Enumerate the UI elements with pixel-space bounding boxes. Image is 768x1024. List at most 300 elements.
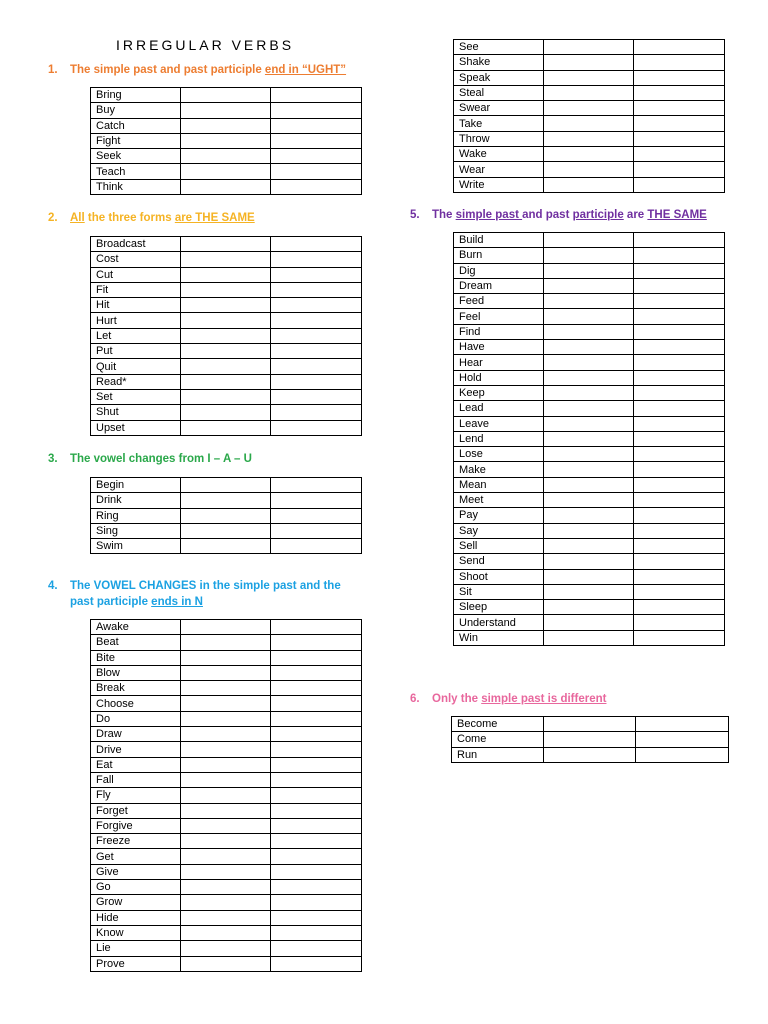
past-participle-blank <box>271 133 362 148</box>
section-2-heading <box>48 210 255 226</box>
past-participle-blank <box>271 925 362 940</box>
table-row <box>454 401 725 416</box>
simple-past-blank <box>544 370 634 385</box>
past-participle-blank <box>634 248 725 263</box>
simple-past-blank <box>544 523 634 538</box>
past-participle-blank <box>634 538 725 553</box>
section-3-heading <box>48 451 252 467</box>
simple-past-blank <box>544 55 634 70</box>
table-row <box>454 538 725 553</box>
past-participle-blank <box>634 177 725 192</box>
table-row <box>91 834 362 849</box>
table-row <box>91 359 362 374</box>
verb-base-form: Pay <box>454 508 544 523</box>
verb-table-3 <box>90 477 362 554</box>
simple-past-blank <box>544 477 634 492</box>
verb-base-form: Come <box>452 732 544 747</box>
heading-text: and past <box>522 209 573 221</box>
past-participle-blank <box>634 101 725 116</box>
simple-past-blank <box>181 818 271 833</box>
past-participle-blank <box>271 818 362 833</box>
simple-past-blank <box>544 147 634 162</box>
simple-past-blank <box>181 252 271 267</box>
heading-text: past participle <box>70 596 152 608</box>
past-participle-blank <box>634 40 725 55</box>
verb-base-form: Awake <box>91 620 181 635</box>
heading-underlined-text: simple past <box>455 209 523 221</box>
table-row <box>454 493 725 508</box>
table-row <box>91 237 362 252</box>
table-row <box>91 772 362 787</box>
past-participle-blank <box>634 233 725 248</box>
simple-past-blank <box>181 118 271 133</box>
past-participle-blank <box>271 149 362 164</box>
verb-base-form: Dig <box>454 263 544 278</box>
simple-past-blank <box>181 665 271 680</box>
heading-text: are <box>623 209 648 221</box>
verb-base-form: Draw <box>91 727 181 742</box>
table-row <box>91 478 362 493</box>
table-row <box>91 818 362 833</box>
verb-base-form: Break <box>91 681 181 696</box>
past-participle-blank <box>636 747 729 762</box>
heading-underlined-text: end in “UGHT” <box>264 64 347 76</box>
table-row <box>454 630 725 645</box>
table-row <box>454 508 725 523</box>
table-row <box>91 681 362 696</box>
simple-past-blank <box>544 70 634 85</box>
table-row <box>454 462 725 477</box>
verb-base-form: Feel <box>454 309 544 324</box>
heading-underlined-text: simple past is different <box>481 693 607 705</box>
past-participle-blank <box>634 355 725 370</box>
table-row <box>454 278 725 293</box>
past-participle-blank <box>271 374 362 389</box>
table-row <box>91 910 362 925</box>
past-participle-blank <box>271 523 362 538</box>
simple-past-blank <box>181 493 271 508</box>
past-participle-blank <box>271 849 362 864</box>
simple-past-blank <box>181 508 271 523</box>
table-row <box>91 788 362 803</box>
table-row <box>454 324 725 339</box>
verb-base-form: Get <box>91 849 181 864</box>
past-participle-blank <box>271 164 362 179</box>
past-participle-blank <box>271 282 362 297</box>
past-participle-blank <box>634 70 725 85</box>
past-participle-blank <box>271 103 362 118</box>
verb-base-form: Speak <box>454 70 544 85</box>
table-row <box>91 742 362 757</box>
past-participle-blank <box>271 478 362 493</box>
past-participle-blank <box>271 118 362 133</box>
past-participle-blank <box>634 55 725 70</box>
past-participle-blank <box>271 635 362 650</box>
simple-past-blank <box>544 717 636 732</box>
table-row <box>454 294 725 309</box>
past-participle-blank <box>271 727 362 742</box>
table-row <box>454 615 725 630</box>
section-4-heading <box>48 578 378 610</box>
past-participle-blank <box>271 834 362 849</box>
verb-table-2 <box>90 236 362 436</box>
simple-past-blank <box>181 635 271 650</box>
simple-past-blank <box>544 630 634 645</box>
table-row <box>454 55 725 70</box>
verb-base-form: Set <box>91 389 181 404</box>
verb-base-form: Sing <box>91 523 181 538</box>
simple-past-blank <box>544 278 634 293</box>
table-row <box>454 248 725 263</box>
past-participle-blank <box>271 389 362 404</box>
verb-base-form: Know <box>91 925 181 940</box>
section-number: 5. <box>410 209 420 221</box>
verb-base-form: Hide <box>91 910 181 925</box>
simple-past-blank <box>544 554 634 569</box>
simple-past-blank <box>181 880 271 895</box>
table-row <box>454 523 725 538</box>
past-participle-blank <box>634 340 725 355</box>
simple-past-blank <box>181 620 271 635</box>
table-row <box>91 149 362 164</box>
verb-base-form: Bite <box>91 650 181 665</box>
simple-past-blank <box>181 727 271 742</box>
table-row <box>91 956 362 971</box>
table-row <box>454 370 725 385</box>
simple-past-blank <box>544 385 634 400</box>
verb-base-form: Hit <box>91 298 181 313</box>
verb-base-form: Steal <box>454 85 544 100</box>
simple-past-blank <box>544 447 634 462</box>
verb-base-form: Broadcast <box>91 237 181 252</box>
verb-base-form: Give <box>91 864 181 879</box>
verb-base-form: Choose <box>91 696 181 711</box>
past-participle-blank <box>634 462 725 477</box>
simple-past-blank <box>181 344 271 359</box>
table-row <box>91 925 362 940</box>
table-row <box>91 523 362 538</box>
heading-text: Only the <box>432 693 482 705</box>
verb-base-form: Cut <box>91 267 181 282</box>
verb-base-form: Take <box>454 116 544 131</box>
table-row <box>454 263 725 278</box>
verb-base-form: Ring <box>91 508 181 523</box>
table-row <box>454 600 725 615</box>
table-row <box>91 88 362 103</box>
simple-past-blank <box>544 600 634 615</box>
verb-base-form: Fly <box>91 788 181 803</box>
simple-past-blank <box>181 478 271 493</box>
table-row <box>454 554 725 569</box>
verb-base-form: Meet <box>454 493 544 508</box>
verb-base-form: Do <box>91 711 181 726</box>
past-participle-blank <box>271 742 362 757</box>
verb-base-form: Drive <box>91 742 181 757</box>
section-6-heading <box>410 691 606 707</box>
table-row <box>91 118 362 133</box>
heading-underlined-text: THE SAME <box>647 209 707 221</box>
past-participle-blank <box>634 294 725 309</box>
table-row <box>454 584 725 599</box>
simple-past-blank <box>181 267 271 282</box>
past-participle-blank <box>634 385 725 400</box>
heading-text: the three forms <box>84 212 175 224</box>
table-row <box>91 895 362 910</box>
verb-base-form: Write <box>454 177 544 192</box>
table-row <box>454 70 725 85</box>
past-participle-blank <box>271 696 362 711</box>
simple-past-blank <box>181 803 271 818</box>
table-row <box>454 477 725 492</box>
verb-base-form: Swim <box>91 539 181 554</box>
simple-past-blank <box>181 420 271 435</box>
verb-base-form: Drink <box>91 493 181 508</box>
section-number: 3. <box>48 453 58 465</box>
table-row <box>454 569 725 584</box>
simple-past-blank <box>181 133 271 148</box>
verb-base-form: Fight <box>91 133 181 148</box>
table-row <box>454 177 725 192</box>
past-participle-blank <box>634 477 725 492</box>
verb-base-form: Wake <box>454 147 544 162</box>
simple-past-blank <box>181 788 271 803</box>
past-participle-blank <box>271 405 362 420</box>
verb-base-form: Build <box>454 233 544 248</box>
verb-base-form: Let <box>91 328 181 343</box>
simple-past-blank <box>181 834 271 849</box>
simple-past-blank <box>181 88 271 103</box>
simple-past-blank <box>544 493 634 508</box>
past-participle-blank <box>634 554 725 569</box>
past-participle-blank <box>271 420 362 435</box>
verb-base-form: Prove <box>91 956 181 971</box>
past-participle-blank <box>634 263 725 278</box>
simple-past-blank <box>544 508 634 523</box>
past-participle-blank <box>271 267 362 282</box>
simple-past-blank <box>544 233 634 248</box>
simple-past-blank <box>181 941 271 956</box>
verb-base-form: Sleep <box>454 600 544 615</box>
past-participle-blank <box>271 237 362 252</box>
verb-base-form: Fit <box>91 282 181 297</box>
table-row <box>91 711 362 726</box>
verb-base-form: Blow <box>91 665 181 680</box>
verb-base-form: Lose <box>454 447 544 462</box>
table-row <box>91 880 362 895</box>
past-participle-blank <box>271 313 362 328</box>
table-row <box>454 116 725 131</box>
past-participle-blank <box>634 600 725 615</box>
table-row <box>91 282 362 297</box>
verb-base-form: Teach <box>91 164 181 179</box>
heading-underlined-text: ends in N <box>151 596 203 608</box>
past-participle-blank <box>271 910 362 925</box>
table-row <box>91 849 362 864</box>
table-row <box>454 385 725 400</box>
simple-past-blank <box>544 162 634 177</box>
page-title: IRREGULAR VERBS <box>116 37 295 53</box>
verb-base-form: Shoot <box>454 569 544 584</box>
verb-base-form: Shut <box>91 405 181 420</box>
heading-underlined-text: All <box>70 212 85 224</box>
simple-past-blank <box>544 40 634 55</box>
verb-base-form: Beat <box>91 635 181 650</box>
simple-past-blank <box>544 355 634 370</box>
past-participle-blank <box>271 179 362 194</box>
table-row <box>91 164 362 179</box>
past-participle-blank <box>634 569 725 584</box>
verb-base-form: Catch <box>91 118 181 133</box>
verb-base-form: Lead <box>454 401 544 416</box>
table-row <box>91 179 362 194</box>
table-row <box>452 717 729 732</box>
past-participle-blank <box>271 650 362 665</box>
past-participle-blank <box>271 539 362 554</box>
verb-base-form: Say <box>454 523 544 538</box>
simple-past-blank <box>544 401 634 416</box>
simple-past-blank <box>181 298 271 313</box>
simple-past-blank <box>181 103 271 118</box>
simple-past-blank <box>181 711 271 726</box>
simple-past-blank <box>181 956 271 971</box>
table-row <box>454 340 725 355</box>
past-participle-blank <box>271 956 362 971</box>
past-participle-blank <box>271 681 362 696</box>
simple-past-blank <box>181 696 271 711</box>
past-participle-blank <box>634 508 725 523</box>
table-row <box>91 298 362 313</box>
table-row <box>91 539 362 554</box>
past-participle-blank <box>634 278 725 293</box>
verb-base-form: Go <box>91 880 181 895</box>
past-participle-blank <box>271 880 362 895</box>
table-row <box>91 696 362 711</box>
table-row <box>91 941 362 956</box>
past-participle-blank <box>634 324 725 339</box>
verb-base-form: Think <box>91 179 181 194</box>
table-row <box>91 133 362 148</box>
verb-base-form: Forgive <box>91 818 181 833</box>
past-participle-blank <box>634 416 725 431</box>
simple-past-blank <box>181 742 271 757</box>
simple-past-blank <box>544 538 634 553</box>
simple-past-blank <box>544 248 634 263</box>
verb-base-form: Dream <box>454 278 544 293</box>
table-row <box>91 389 362 404</box>
past-participle-blank <box>634 85 725 100</box>
simple-past-blank <box>181 849 271 864</box>
past-participle-blank <box>271 620 362 635</box>
simple-past-blank <box>181 389 271 404</box>
simple-past-blank <box>181 359 271 374</box>
past-participle-blank <box>634 523 725 538</box>
past-participle-blank <box>271 508 362 523</box>
past-participle-blank <box>271 88 362 103</box>
past-participle-blank <box>271 493 362 508</box>
past-participle-blank <box>271 328 362 343</box>
simple-past-blank <box>181 523 271 538</box>
simple-past-blank <box>181 772 271 787</box>
table-row <box>91 103 362 118</box>
simple-past-blank <box>181 282 271 297</box>
heading-text: The vowel changes from I – A – U <box>70 453 252 465</box>
verb-base-form: Lend <box>454 431 544 446</box>
section-5-heading <box>410 207 707 223</box>
verb-base-form: Freeze <box>91 834 181 849</box>
table-row <box>91 757 362 772</box>
simple-past-blank <box>181 539 271 554</box>
table-row <box>454 101 725 116</box>
table-row <box>91 252 362 267</box>
simple-past-blank <box>544 732 636 747</box>
simple-past-blank <box>544 324 634 339</box>
section-number: 4. <box>48 580 58 592</box>
simple-past-blank <box>181 164 271 179</box>
simple-past-blank <box>181 405 271 420</box>
verb-table-4-continued <box>453 39 725 193</box>
simple-past-blank <box>544 431 634 446</box>
table-row <box>91 727 362 742</box>
simple-past-blank <box>544 263 634 278</box>
verb-base-form: Cost <box>91 252 181 267</box>
verb-base-form: Sell <box>454 538 544 553</box>
table-row <box>454 85 725 100</box>
table-row <box>452 747 729 762</box>
verb-base-form: Wear <box>454 162 544 177</box>
simple-past-blank <box>544 615 634 630</box>
verb-base-form: Grow <box>91 895 181 910</box>
verb-base-form: Seek <box>91 149 181 164</box>
past-participle-blank <box>634 309 725 324</box>
verb-base-form: Have <box>454 340 544 355</box>
table-row <box>454 40 725 55</box>
past-participle-blank <box>634 615 725 630</box>
table-row <box>454 355 725 370</box>
verb-table-6 <box>451 716 729 763</box>
simple-past-blank <box>181 910 271 925</box>
past-participle-blank <box>634 131 725 146</box>
table-row <box>91 405 362 420</box>
heading-underlined-text: participle <box>572 209 624 221</box>
past-participle-blank <box>271 788 362 803</box>
simple-past-blank <box>181 374 271 389</box>
past-participle-blank <box>634 584 725 599</box>
table-row <box>454 416 725 431</box>
past-participle-blank <box>634 401 725 416</box>
verb-base-form: Swear <box>454 101 544 116</box>
simple-past-blank <box>544 340 634 355</box>
table-row <box>91 328 362 343</box>
verb-base-form: Burn <box>454 248 544 263</box>
past-participle-blank <box>271 252 362 267</box>
verb-base-form: Quit <box>91 359 181 374</box>
table-row <box>91 803 362 818</box>
verb-base-form: See <box>454 40 544 55</box>
verb-table-4 <box>90 619 362 972</box>
verb-base-form: Keep <box>454 385 544 400</box>
table-row <box>91 344 362 359</box>
past-participle-blank <box>634 431 725 446</box>
simple-past-blank <box>181 681 271 696</box>
verb-base-form: Feed <box>454 294 544 309</box>
verb-base-form: Buy <box>91 103 181 118</box>
simple-past-blank <box>544 116 634 131</box>
verb-base-form: Send <box>454 554 544 569</box>
simple-past-blank <box>544 177 634 192</box>
verb-table-1 <box>90 87 362 195</box>
simple-past-blank <box>544 131 634 146</box>
verb-base-form: Find <box>454 324 544 339</box>
